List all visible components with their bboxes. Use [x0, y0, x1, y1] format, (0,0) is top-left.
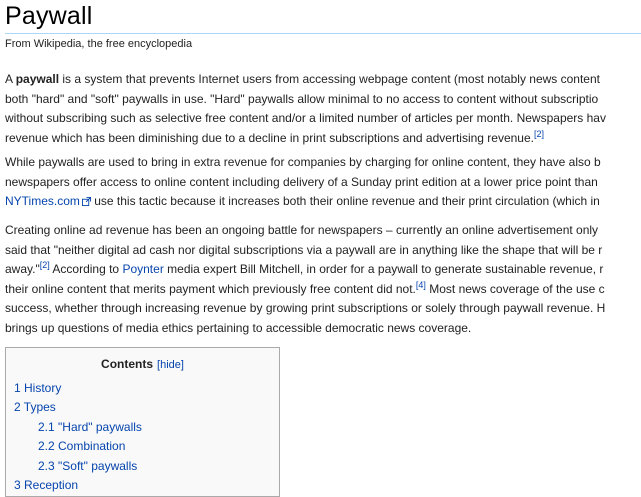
paragraph-line: said that "neither digital ad cash nor digital subscriptions via a paywall are in anything like the shape that will be r — [5, 242, 603, 257]
paragraph-line: brings up questions of media ethics pertaining to accessible democratic news coverage. — [5, 320, 472, 335]
paragraph-line: both "hard" and "soft" paywalls in use. "Hard" paywalls allow minimal to no access to content without subscriptio — [5, 91, 599, 106]
toc-list — [14, 379, 142, 495]
paragraph-line — [5, 129, 606, 149]
article-content — [5, 0, 641, 493]
paragraph-line — [5, 70, 606, 90]
toc-header — [6, 357, 279, 371]
nytimes-link[interactable]: NYTimes.com — [5, 194, 80, 208]
paragraph-line: newspapers offer access to online content including delivery of a Sunday print edition at a lower price point than — [5, 174, 598, 189]
toc-item-hard-paywalls[interactable] — [14, 418, 142, 437]
toc-link[interactable]: 2.2 Combination — [38, 439, 126, 454]
site-subtitle: From Wikipedia, the free encyclopedia — [5, 38, 193, 50]
paragraph-ad-revenue — [5, 221, 605, 338]
citation-link[interactable]: [4] — [415, 279, 426, 290]
paragraph-line — [5, 280, 605, 300]
toc-item-history[interactable] — [14, 379, 142, 398]
citation-link[interactable]: [2] — [534, 128, 545, 139]
paragraph-revenue — [5, 153, 601, 212]
text-run: According to — [49, 262, 123, 276]
paragraph-line — [5, 260, 605, 280]
text-run: revenue which has been diminishing due to a decline in print subscriptions and advertising revenue. — [5, 130, 534, 145]
external-link-icon — [82, 197, 91, 206]
toc-link[interactable]: 2.3 "Soft" paywalls — [38, 458, 138, 473]
toc-title: Contents — [101, 357, 154, 371]
toc-link[interactable]: 2 Types — [14, 400, 56, 415]
paragraph-line — [5, 192, 601, 212]
toc-hide-toggle[interactable]: [hide] — [157, 359, 184, 371]
toc-link[interactable]: 3 Reception — [14, 478, 79, 493]
toc-item-combination[interactable] — [14, 437, 142, 456]
paragraph-line: While paywalls are used to bring in extra revenue for companies by charging for online content, they have also b — [5, 155, 601, 169]
paragraph-line: success, whether through increasing revenue by growing print subscriptions or solely through paywall revenue. H — [5, 301, 606, 315]
text-run: is a system that prevents Internet users from accessing webpage content (most notably news content — [59, 72, 600, 86]
page-title: Paywall — [5, 2, 93, 30]
poynter-link[interactable]: Poynter — [122, 262, 164, 276]
text-run: their online content that merits payment which previously free content did not. — [5, 281, 416, 296]
text-run: A — [5, 72, 16, 86]
title-divider — [5, 33, 641, 34]
paragraph-line: without subscribing such as selective free content and/or a limited number of articles per month. Newspapers hav — [5, 111, 606, 125]
paragraph-intro — [5, 70, 606, 148]
text-run: media expert Bill Mitchell, in order for a paywall to generate sustainable revenue, r — [163, 262, 604, 276]
text-run: use this tactic because it increases both their online revenue and their print circulation (which in — [90, 194, 600, 208]
toc-link[interactable]: 2.1 "Hard" paywalls — [38, 419, 142, 434]
text-run: Most news coverage of the use c — [425, 281, 605, 296]
toc-link[interactable]: 1 History — [14, 381, 62, 395]
bold-term: paywall — [15, 72, 60, 86]
toc-item-soft-paywalls[interactable] — [14, 457, 142, 476]
citation-link[interactable]: [2] — [39, 260, 50, 270]
paragraph-line: Creating online ad revenue has been an ongoing battle for newspapers – currently an online advertisement only — [5, 223, 599, 237]
toc-item-reception[interactable] — [14, 476, 142, 495]
toc-item-types[interactable] — [14, 398, 142, 417]
text-run: away." — [5, 262, 40, 276]
table-of-contents — [5, 347, 280, 497]
